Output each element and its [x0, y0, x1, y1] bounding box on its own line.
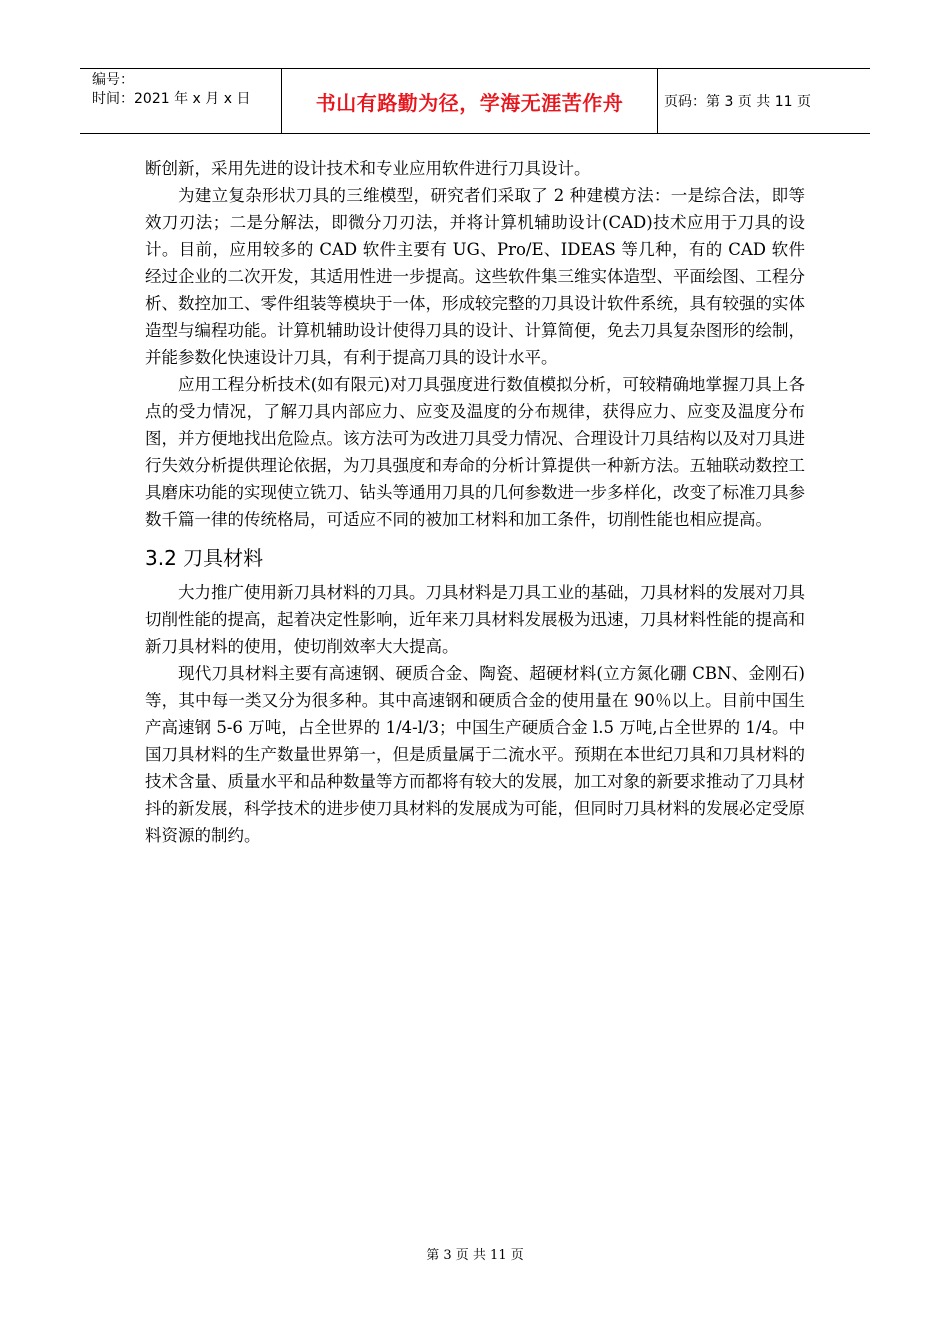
header-meta — [80, 69, 282, 133]
document-date: 时间：2021 年 x 月 x 日 — [92, 91, 251, 107]
paragraph: 为建立复杂形状刀具的三维模型，研究者们采取了 2 种建模方法：一是综合法，即等效刀刃法；二是分解法，即微分刀刃法，并将计算机辅助设计(CAD)技术应用于刀具的设计。目前，应用较多的 CAD 软件主要有 UG、Pro/E、IDEAS 等几种，有的 CAD 软件经过企业的二次开发，其适用性进一步提高。这些软件集三维实体造型、平面绘图、工程分析、数控加工、零件组装等模块于一体，形成较完整的刀具设计软件系统，具有较强的实体造型与编程功能。计算机辅助设计使得刀具的设计、计算简便，免去刀具复杂图形的绘制，并能参数化快速设计刀具，有利于提高刀具的设计水平。 — [145, 186, 805, 367]
paragraph: 断创新，采用先进的设计技术和专业应用软件进行刀具设计。 — [145, 159, 591, 178]
page-header — [80, 68, 870, 134]
header-motto: 书山有路勤为径，学海无涯苦作舟 — [282, 69, 658, 133]
section-heading: 3.2 刀具材料 — [145, 546, 264, 570]
document-number-label: 编号： — [92, 72, 134, 88]
page-footer: 第 3 页 共 11 页 — [426, 1248, 524, 1263]
paragraph: 应用工程分析技术(如有限元)对刀具强度进行数值模拟分析，可较精确地掌握刀具上各点的受力情况，了解刀具内部应力、应变及温度的分布规律，获得应力、应变及温度分布图，并方便地找出危险点。该方法可为改进刀具受力情况、合理设计刀具结构以及对刀具进行失效分析提供理论依据，为刀具强度和寿命的分析计算提供一种新方法。五轴联动数控工具磨床功能的实现使立铣刀、钻头等通用刀具的几何参数进一步多样化，改变了标准刀具参数千篇一律的传统格局，可适应不同的被加工材料和加工条件，切削性能也相应提高。 — [145, 375, 805, 529]
paragraph: 大力推广使用新刀具材料的刀具。刀具材料是刀具工业的基础，刀具材料的发展对刀具切削性能的提高，起着决定性影响，近年来刀具材料发展极为迅速，刀具材料性能的提高和新刀具材料的使用，使切削效率大大提高。 — [145, 583, 805, 656]
document-body — [145, 155, 805, 849]
paragraph: 现代刀具材料主要有高速钢、硬质合金、陶瓷、超硬材料(立方氮化硼 CBN、金刚石)等，其中每一类又分为很多种。其中高速钢和硬质合金的使用量在 90％以上。目前中国生产高速钢 5-6 万吨，占全世界的 1/4-l/3；中国生产硬质合金 l.5 万吨,占全世界的 1/4。中国刀具材料的生产数量世界第一，但是质量属于二流水平。预期在本世纪刀具和刀具材料的技术含量、质量水平和品种数量等方而都将有较大的发展，加工对象的新要求推动了刀具材抖的新发展，科学技术的进步使刀具材料的发展成为可能，但同时刀具材料的发展必定受原料资源的制约。 — [145, 664, 805, 845]
header-page-info: 页码：第 3 页 共 11 页 — [664, 94, 811, 110]
